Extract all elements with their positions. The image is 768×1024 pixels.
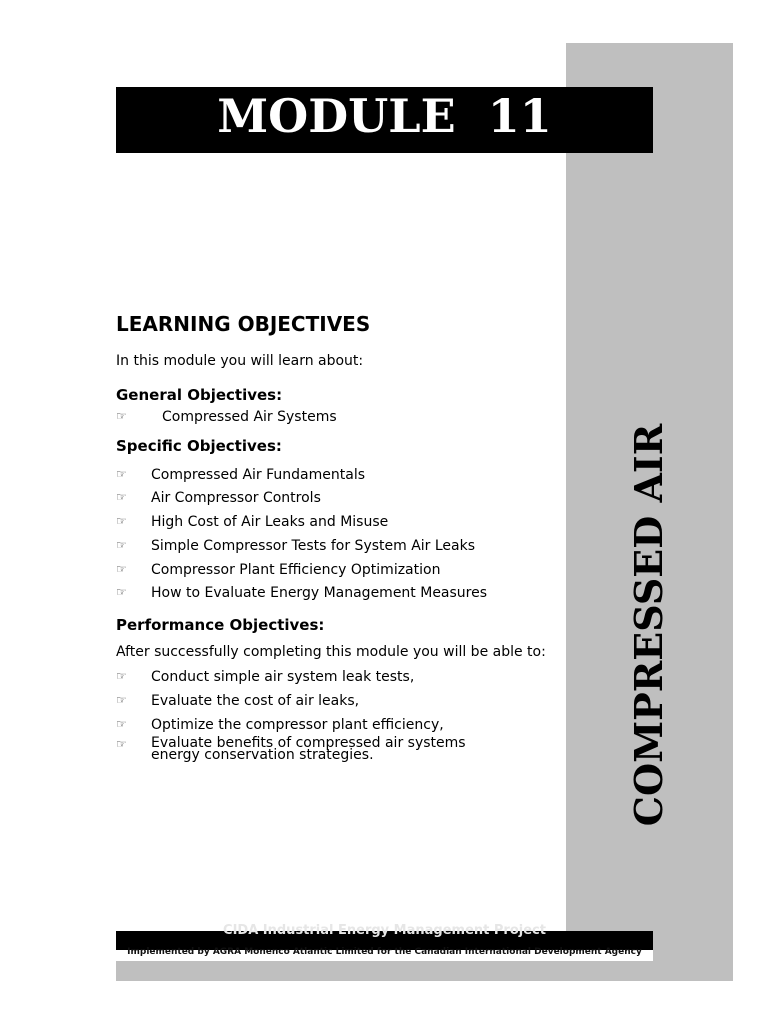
pointing-hand-icon: ☞ <box>116 514 127 528</box>
pointing-hand-icon: ☞ <box>116 409 127 423</box>
pointing-hand-icon: ☞ <box>116 669 127 683</box>
pointing-hand-icon: ☞ <box>116 538 127 552</box>
performance-objectives-heading: Performance Objectives: <box>116 616 325 634</box>
footer-project: CIDA Industrial Energy Management Project <box>223 923 546 938</box>
pointing-hand-icon: ☞ <box>116 717 127 731</box>
performance-intro: After successfully completing this module you will be able to: <box>116 644 546 660</box>
side-title: COMPRESSED AIR <box>626 423 671 827</box>
pointing-hand-icon: ☞ <box>116 693 127 707</box>
footer-implementer: Implemented by AGRA Monenco Atlantic Limited for the Canadian International Development Agency <box>127 947 642 957</box>
pointing-hand-icon: ☞ <box>116 490 127 504</box>
pointing-hand-icon: ☞ <box>116 467 127 481</box>
objectives-heading: LEARNING OBJECTIVES <box>116 312 371 336</box>
specific-objectives-heading: Specific Objectives: <box>116 437 282 455</box>
objectives-intro: In this module you will learn about: <box>116 353 364 369</box>
footer-strip <box>116 947 653 961</box>
general-objectives-heading: General Objectives: <box>116 386 283 404</box>
pointing-hand-icon: ☞ <box>116 737 127 751</box>
pointing-hand-icon: ☞ <box>116 585 127 599</box>
pointing-hand-icon: ☞ <box>116 562 127 576</box>
module-banner: MODULE 11 <box>116 87 653 153</box>
